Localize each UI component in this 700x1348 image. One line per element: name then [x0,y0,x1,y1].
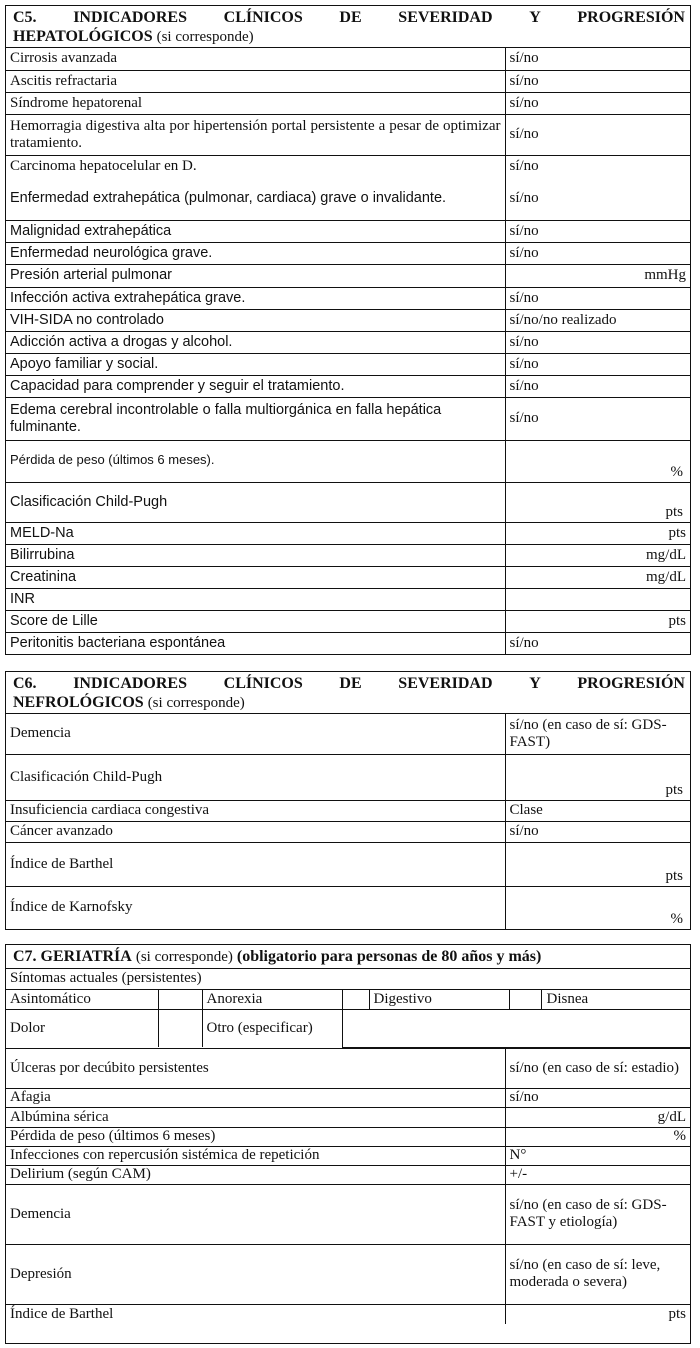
row-value-field[interactable]: sí/no/no realizado [505,309,690,331]
section-c6-header [6,672,690,714]
row-value-field[interactable]: sí/no [505,353,690,375]
table-row [6,800,690,821]
row-unit-field[interactable] [505,610,690,632]
table-row [6,1107,690,1127]
row-label: Malignidad extrahepática [6,220,505,242]
table-row [6,1048,690,1088]
row-unit-field[interactable] [505,440,690,482]
row-label: Apoyo familiar y social. [6,353,505,375]
row-label: Hemorragia digestiva alta por hipertensión portal persistente a pesar de optimizar tratamiento. [6,114,505,155]
unit-label: pts [665,503,683,520]
table-row [6,287,690,309]
title-word: DE [339,675,362,692]
row-value-field[interactable]: sí/no (en caso de sí: GDS- FAST y etiología) [505,1184,690,1244]
row-value-field[interactable]: N° [505,1146,690,1165]
row-unit-field[interactable] [505,1304,690,1324]
title-bold2: (obligatorio para personas de 80 años y más) [236,948,542,965]
table-row [6,331,690,353]
row-unit-field[interactable] [505,264,690,287]
table-row [6,353,690,375]
title-note: (si corresponde) [135,949,233,965]
row-label: Síndrome hepatorenal [6,92,505,114]
row-value-field[interactable]: sí/no [505,177,690,220]
row-unit-field[interactable] [505,566,690,588]
row-label: Cirrosis avanzada [6,48,505,70]
row-value-field[interactable]: +/- [505,1165,690,1184]
c7-table [6,1048,690,1325]
title-word: C5. [13,9,37,26]
row-label: Depresión [6,1244,505,1304]
title-word: Y [529,9,541,26]
row-value-field[interactable]: sí/no [505,70,690,92]
unit-label: pts [668,524,686,541]
row-value-field[interactable]: sí/no [505,48,690,70]
sintoma-checkbox[interactable] [509,989,541,1009]
unit-label: % [673,1128,686,1144]
section-c6 [5,671,691,930]
unit-label: pts [665,867,683,884]
row-value-field[interactable]: sí/no [505,821,690,842]
section-c5-header [6,6,690,48]
title-word: DE [339,9,362,26]
row-value-field[interactable]: sí/no [505,632,690,654]
title-word: SEVERIDAD [398,675,493,692]
section-c5 [5,5,691,655]
row-label: Infección activa extrahepática grave. [6,287,505,309]
table-row [6,48,690,70]
row-label: Carcinoma hepatocelular en D. [6,155,505,177]
table-row [6,714,690,754]
unit-label: % [670,463,683,480]
row-value-field[interactable]: sí/no [505,397,690,440]
sintoma-checkbox[interactable] [158,989,202,1009]
section-c7-header [6,945,690,969]
row-unit-field[interactable] [505,482,690,522]
table-row [6,754,690,800]
row-unit-field[interactable] [505,842,690,886]
title-bold: C7. GERIATRÍA [13,948,132,965]
row-label: Índice de Barthel [6,1304,505,1324]
row-unit-field[interactable] [505,754,690,800]
table-row [6,220,690,242]
table-row [6,482,690,522]
row-label: Pérdida de peso (últimos 6 meses) [6,1127,505,1146]
title-note: (si corresponde) [156,29,254,45]
table-row [6,1009,690,1047]
table-row [6,309,690,331]
title-word: PROGRESIÓN [577,675,685,692]
table-row [6,1127,690,1146]
table-row [6,522,690,544]
unit-label: mg/dL [646,568,686,585]
sintoma-label: Asintomático [6,989,158,1009]
table-row [6,989,690,1009]
row-value-field[interactable]: sí/no (en caso de sí: leve, moderada o severa) [505,1244,690,1304]
row-unit-field[interactable] [505,522,690,544]
title-word: CLÍNICOS [223,675,303,692]
sintoma-label: Dolor [6,1009,158,1047]
table-row [6,588,690,610]
row-label: Creatinina [6,566,505,588]
table-row [6,1088,690,1107]
row-value-field[interactable]: Clase [505,800,690,821]
table-row [6,610,690,632]
row-value-field[interactable]: sí/no [505,287,690,309]
row-label: Demencia [6,714,505,754]
row-label: Peritonitis bacteriana espontánea [6,632,505,654]
row-label: Pérdida de peso (últimos 6 meses). [6,440,505,482]
table-row [6,632,690,654]
row-label: Clasificación Child-Pugh [6,754,505,800]
sintomas-label: Síntomas actuales (persistentes) [6,969,690,989]
row-unit-field[interactable] [505,1127,690,1146]
table-row [6,566,690,588]
row-value-field[interactable]: sí/no [505,220,690,242]
row-label: Afagia [6,1088,505,1107]
table-row [6,70,690,92]
c5-table [6,48,690,177]
row-label: Úlceras por decúbito persistentes [6,1048,505,1088]
row-label: VIH-SIDA no controlado [6,309,505,331]
row-label: Enfermedad extrahepática (pulmonar, cardiaca) grave o invalidante. [6,177,505,220]
row-label: Delirium (según CAM) [6,1165,505,1184]
row-label: Insuficiencia cardiaca congestiva [6,800,505,821]
table-row [6,375,690,397]
row-value-field[interactable]: sí/no [505,155,690,177]
table-row [6,242,690,264]
c5-table-sans [6,177,690,654]
title-word: C6. [13,675,37,692]
title-note: (si corresponde) [147,695,245,711]
table-row [6,1304,690,1324]
row-label: Enfermedad neurológica grave. [6,242,505,264]
unit-label: g/dL [657,1108,686,1125]
title-word: INDICADORES [73,9,187,26]
row-unit-field[interactable] [505,886,690,929]
table-row [6,969,690,989]
row-label: Albúmina sérica [6,1107,505,1127]
title-word: PROGRESIÓN [577,9,685,26]
table-row [6,1146,690,1165]
otro-specify-field[interactable] [342,1009,690,1047]
row-value-field[interactable]: sí/no [505,114,690,155]
title-word: Y [529,675,541,692]
row-value-field[interactable]: sí/no (en caso de sí: GDS- FAST) [505,714,690,754]
table-row [6,1244,690,1304]
table-row [6,440,690,482]
row-label: Índice de Karnofsky [6,886,505,929]
table-row [6,92,690,114]
table-row [6,821,690,842]
sintoma-checkbox[interactable] [342,989,369,1009]
row-unit-field[interactable] [505,544,690,566]
c6-table [6,714,690,929]
row-value-field[interactable]: sí/no [505,375,690,397]
table-row [6,177,690,220]
table-row [6,886,690,929]
table-row [6,264,690,287]
unit-label: mmHg [644,267,686,283]
c7-sintomas-table [6,969,690,1048]
unit-label: pts [665,781,683,798]
row-label: Cáncer avanzado [6,821,505,842]
table-row [6,155,690,177]
row-value-field[interactable]: sí/no [505,92,690,114]
title-word: SEVERIDAD [398,9,493,26]
unit-label: pts [668,1305,686,1322]
row-value-field[interactable]: sí/no [505,331,690,353]
row-unit-field[interactable] [505,1107,690,1127]
row-value-field[interactable]: sí/no [505,242,690,264]
unit-label: pts [668,612,686,629]
row-label: Presión arterial pulmonar [6,264,505,287]
title-line2: NEFROLÓGICOS [13,694,144,711]
row-value-field[interactable]: sí/no (en caso de sí: estadio) [505,1048,690,1088]
table-row [6,114,690,155]
table-row [6,1184,690,1244]
row-label: Adicción activa a drogas y alcohol. [6,331,505,353]
row-label: Score de Lille [6,610,505,632]
row-label: Infecciones con repercusión sistémica de repetición [6,1146,505,1165]
row-label: Ascitis refractaria [6,70,505,92]
table-row [6,842,690,886]
section-c7 [5,944,691,1344]
row-label: Clasificación Child-Pugh [6,482,505,522]
row-label: Capacidad para comprender y seguir el tratamiento. [6,375,505,397]
row-label: Demencia [6,1184,505,1244]
table-row [6,397,690,440]
sintoma-checkbox[interactable] [158,1009,202,1047]
row-label: Bilirrubina [6,544,505,566]
unit-label: mg/dL [646,546,686,563]
row-label: INR [6,588,505,610]
title-line2: HEPATOLÓGICOS [13,28,153,45]
row-unit-field[interactable] [505,588,690,610]
sintoma-label: Otro (especificar) [202,1009,342,1047]
row-label: Índice de Barthel [6,842,505,886]
title-word: INDICADORES [73,675,187,692]
row-value-field[interactable]: sí/no [505,1088,690,1107]
row-label: MELD-Na [6,522,505,544]
row-label: Edema cerebral incontrolable o falla multiorgánica en falla hepática fulminante. [6,397,505,440]
table-row [6,544,690,566]
unit-label: % [670,911,683,927]
sintoma-label: Digestivo [369,989,509,1009]
sintoma-label: Disnea [541,989,690,1009]
title-word: CLÍNICOS [223,9,303,26]
table-row [6,1165,690,1184]
sintoma-label: Anorexia [202,989,342,1009]
